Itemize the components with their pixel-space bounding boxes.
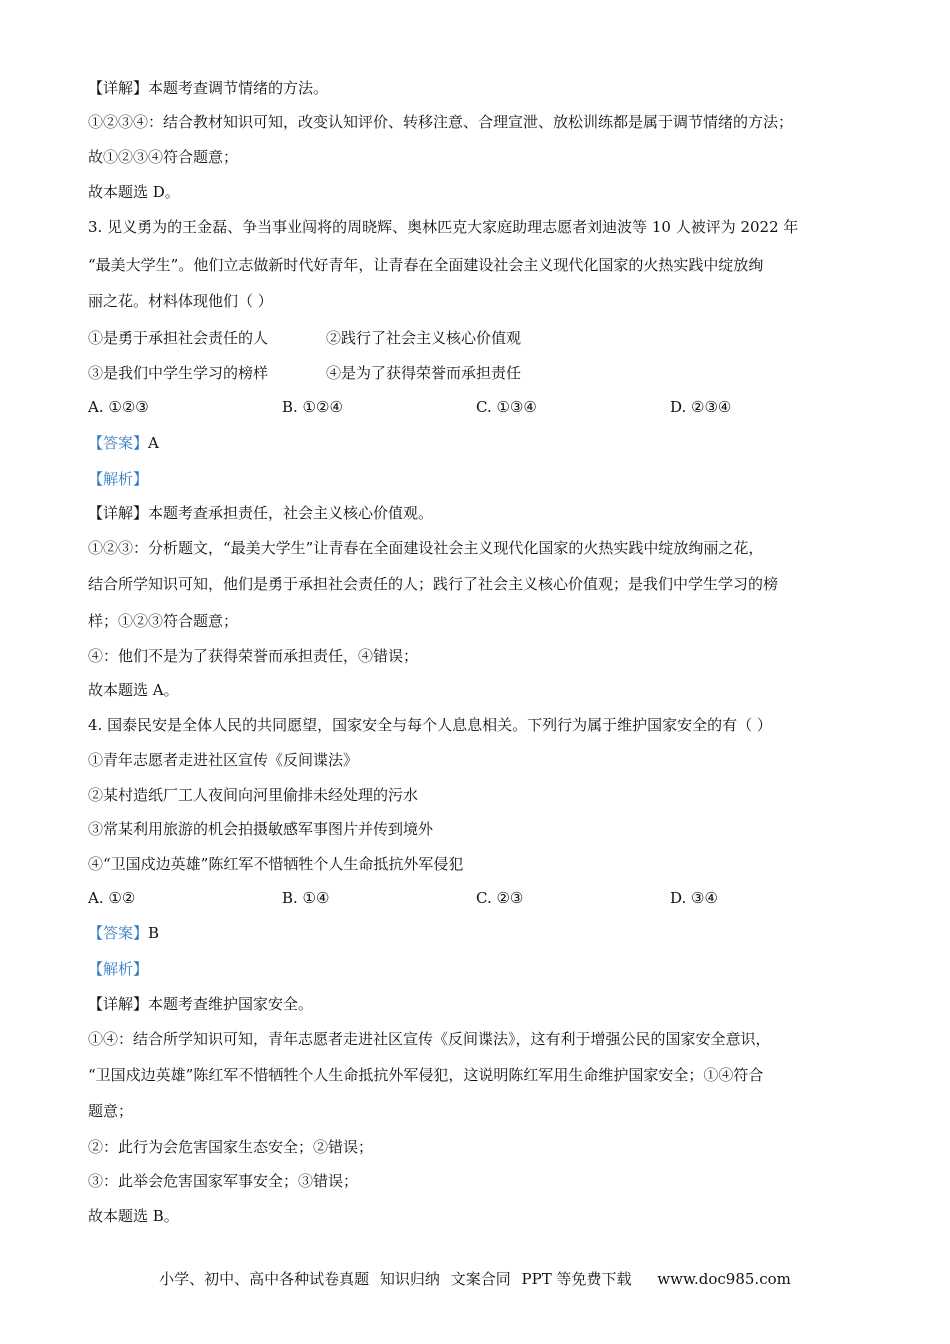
footer-text: 知识归纳	[379, 1270, 440, 1288]
statement-item: ④是为了获得荣誉而承担责任	[326, 364, 522, 382]
answer-line	[88, 922, 878, 944]
question-3-stem: 3. 见义勇为的王金磊、争当事业闯将的周晓辉、奥林匹克大家庭助理志愿者刘迪波等 10 人被评为 2022 年	[88, 218, 799, 236]
option-b: B. ①②④	[282, 398, 343, 416]
explanation-line: ①④：结合所学知识可知，青年志愿者走进社区宣传《反间谍法》，这有利于增强公民的国家安全意识，	[88, 1030, 771, 1048]
option-c: C. ②③	[476, 889, 524, 907]
statement-item: ③是我们中学生学习的榜样	[88, 364, 269, 382]
statement-item: ①青年志愿者走进社区宣传《反间谍法》	[88, 751, 359, 769]
option-d: D. ③④	[670, 889, 718, 907]
explanation-line: 样；①②③符合题意；	[88, 612, 239, 630]
statement-item: ③常某利用旅游的机会拍摄敏感军事图片并传到境外	[88, 820, 434, 838]
option-a: A. ①②	[88, 889, 136, 907]
question-4-stem: 4. 国泰民安是全体人民的共同愿望，国家安全与每个人息息相关。下列行为属于维护国家安全的有（ ）	[88, 716, 772, 734]
analysis-label: 【解析】	[88, 960, 149, 978]
answer-line	[88, 432, 878, 454]
explanation-line: 故①②③④符合题意；	[88, 148, 239, 166]
explanation-line: 结合所学知识可知，他们是勇于承担社会责任的人；践行了社会主义核心价值观；是我们中学生学习的榜	[88, 575, 779, 593]
question-3-options	[88, 396, 878, 418]
footer-url-link[interactable]: www.doc985.com	[657, 1270, 791, 1288]
detail-line: 【详解】本题考查承担责任，社会主义核心价值观。	[88, 504, 434, 522]
footer-text: PPT 等免费下载	[521, 1270, 632, 1288]
question-3-items-row	[88, 362, 878, 384]
conclusion-line: 故本题选 D。	[88, 183, 180, 201]
answer-label: 【答案】	[88, 434, 149, 452]
footer-text: 文案合同	[450, 1270, 511, 1288]
statement-item: ④“卫国戍边英雄”陈红军不惜牺牲个人生命抵抗外军侵犯	[88, 855, 464, 873]
explanation-line: “卫国戍边英雄”陈红军不惜牺牲个人生命抵抗外军侵犯，这说明陈红军用生命维护国家安全；①④符合	[88, 1066, 764, 1084]
conclusion-line: 故本题选 B。	[88, 1207, 179, 1225]
analysis-label: 【解析】	[88, 470, 149, 488]
statement-item: ②践行了社会主义核心价值观	[326, 329, 522, 347]
question-3-stem: “最美大学生”。他们立志做新时代好青年，让青春在全面建设社会主义现代化国家的火热实践中绽放绚	[88, 256, 764, 274]
page-footer	[0, 1268, 950, 1289]
option-d: D. ②③④	[670, 398, 732, 416]
detail-line: 【详解】本题考查维护国家安全。	[88, 995, 314, 1013]
question-3-items-row	[88, 327, 878, 349]
question-4-options	[88, 887, 878, 909]
explanation-line: ①②③：分析题文，“最美大学生”让青春在全面建设社会主义现代化国家的火热实践中绽放绚丽之花，	[88, 539, 764, 557]
question-3-stem: 丽之花。材料体现他们（ ）	[88, 292, 273, 310]
answer-value: A	[148, 434, 159, 452]
answer-label: 【答案】	[88, 924, 149, 942]
explanation-line: 题意；	[88, 1102, 134, 1120]
explanation-line: ①②③④：结合教材知识可知，改变认知评价、转移注意、合理宣泄、放松训练都是属于调节情绪的方法；	[88, 113, 794, 131]
statement-item: ②某村造纸厂工人夜间向河里偷排未经处理的污水	[88, 786, 419, 804]
answer-value: B	[148, 924, 160, 942]
footer-text: 小学、初中、高中各种试卷真题	[159, 1270, 370, 1288]
conclusion-line: 故本题选 A。	[88, 681, 179, 699]
option-b: B. ①④	[282, 889, 330, 907]
explanation-line: ④：他们不是为了获得荣誉而承担责任，④错误；	[88, 647, 419, 665]
option-a: A. ①②③	[88, 398, 149, 416]
statement-item: ①是勇于承担社会责任的人	[88, 329, 269, 347]
detail-line: 【详解】本题考查调节情绪的方法。	[88, 79, 329, 97]
explanation-line: ③：此举会危害国家军事安全；③错误；	[88, 1172, 359, 1190]
option-c: C. ①③④	[476, 398, 537, 416]
explanation-line: ②：此行为会危害国家生态安全；②错误；	[88, 1138, 374, 1156]
